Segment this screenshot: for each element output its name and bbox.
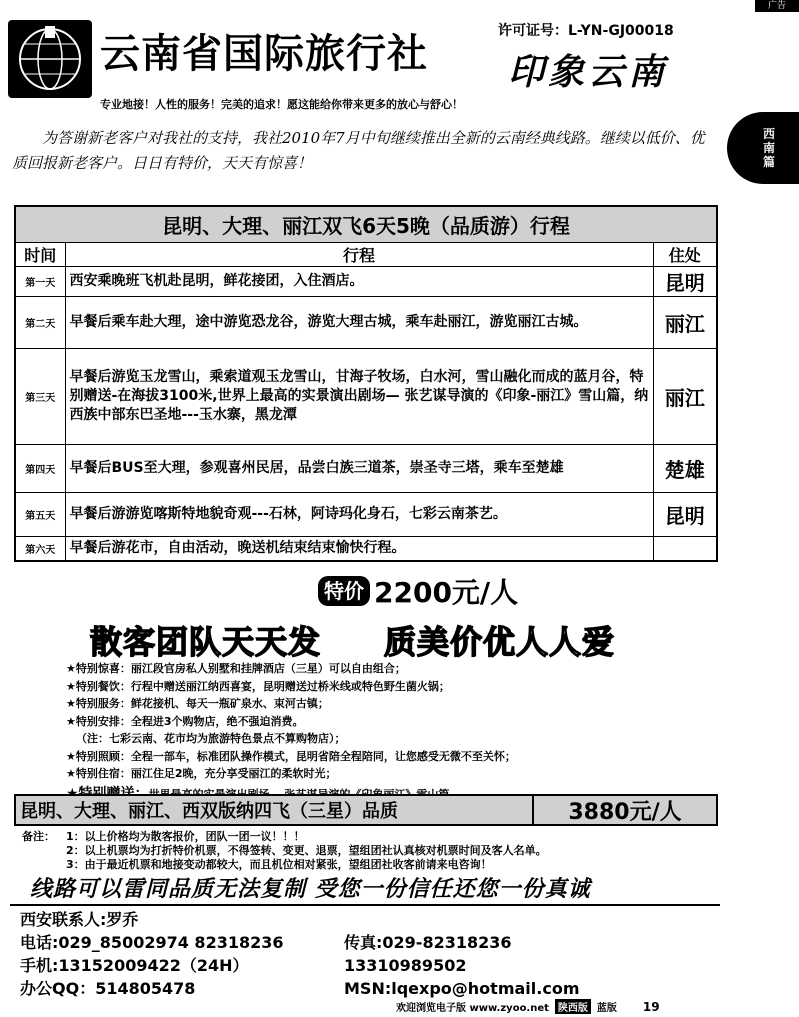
contact-row <box>20 954 579 977</box>
table-row <box>15 348 717 444</box>
banner-right: 质美价优人人爱 <box>384 623 616 661</box>
list-item: ★特别照顾：全程一部车，标准团队操作模式，昆明省陪全程陪同，让您感受无微不至关怀； <box>66 749 516 763</box>
table-row <box>15 444 717 492</box>
remarks <box>22 830 722 872</box>
day-label: 第一天 <box>15 266 65 296</box>
remark-row <box>22 844 722 858</box>
company-logo <box>8 20 92 98</box>
day-label: 第二天 <box>15 296 65 348</box>
remark-row <box>22 830 722 844</box>
day-stay: 丽江 <box>653 296 717 348</box>
region-tab-char: 西 <box>762 127 775 141</box>
day-stay: 昆明 <box>653 492 717 536</box>
contact-qq: 办公QQ：514805478 <box>20 979 196 998</box>
intro-text: 为答谢新老客户对我社的支持，我社2010年7月中旬继续推出全新的云南经典线路。继续以低价、优质回报新老客户。日日有特价，天天有惊喜！ <box>12 129 705 172</box>
table-row <box>15 266 717 296</box>
day-desc: 早餐后乘车赴大理，途中游览恐龙谷，游览大理古城，乘车赴丽江，游览丽江古城。 <box>65 296 653 348</box>
remark-label: 备注： <box>22 830 55 843</box>
contact-mobile2: 13310989502 <box>344 956 467 975</box>
footer-badge: 陕西版 <box>555 999 591 1014</box>
day-desc: 早餐后BUS至大理，参观喜州民居，品尝白族三道茶，崇圣寺三塔，乘车至楚雄 <box>65 444 653 492</box>
ad-tag: 广告 <box>755 0 799 12</box>
list-item: ★特别惊喜：丽江段官房私人别墅和挂牌酒店（三星）可以自由组合； <box>66 662 406 675</box>
day-stay <box>653 536 717 561</box>
table-row <box>15 536 717 561</box>
day-desc: 早餐后游览玉龙雪山，乘索道观玉龙雪山，甘海子牧场，白水河，雪山融化而成的蓝月谷，特别赠送-在海拔3100米,世界上最高的实景演出剧场— 张艺谋导演的《印象-丽江》雪山篇，纳西族中部东巴圣地---玉水寨，黑龙潭 <box>65 348 653 444</box>
day-desc: 西安乘晚班飞机赴昆明，鲜花接团，入住酒店。 <box>65 266 653 296</box>
quality-slogan: 线路可以雷同品质无法复制 受您一份信任还您一份真诚 <box>30 876 591 902</box>
price-row <box>318 575 518 607</box>
slogan: 专业地接！人性的服务！完美的追求！愿这能给你带来更多的放心与舒心！ <box>100 98 463 111</box>
contact-mobile: 手机:13152009422（24H） <box>20 956 249 975</box>
day-desc: 早餐后游游览喀斯特地貌奇观---石林，阿诗玛化身石，七彩云南茶艺。 <box>65 492 653 536</box>
contact-person: 西安联系人:罗乔 <box>20 910 139 929</box>
contact-row <box>20 931 579 954</box>
itinerary-table <box>14 205 718 562</box>
itinerary-title: 昆明、大理、丽江双飞6天5晚（品质游）行程 <box>15 206 717 242</box>
col-route-header: 行程 <box>65 242 653 266</box>
second-route-bar <box>14 794 718 826</box>
banner-left: 散客团队天天发 <box>90 623 322 661</box>
contact-phone: 电话:029_85002974 82318236 <box>20 933 284 952</box>
second-route-price: 3880元/人 <box>568 799 682 825</box>
remark-text: 1：以上价格均为散客报价，团队一团一议！！！ <box>66 830 305 843</box>
region-tab-char: 篇 <box>762 155 775 169</box>
remark-row <box>22 858 722 872</box>
page-number: 19 <box>642 999 660 1014</box>
footer <box>396 999 660 1014</box>
table-row <box>15 492 717 536</box>
col-stay-header: 住处 <box>653 242 717 266</box>
day-stay: 丽江 <box>653 348 717 444</box>
day-stay: 楚雄 <box>653 444 717 492</box>
remark-text: 2：以上机票均为打折特价机票，不得签转、变更、退票，望组团社认真核对机票时间及客人名单。 <box>66 844 547 857</box>
contact-row <box>20 977 579 1000</box>
license-number: 许可证号：L-YN-GJ00018 <box>498 23 674 39</box>
region-tab <box>727 112 799 184</box>
list-item: ★特别餐饮：行程中赠送丽江纳西喜宴，昆明赠送过桥米线或特色野生菌火锅； <box>66 679 450 693</box>
contact-fax: 传真:029-82318236 <box>344 933 512 952</box>
special-price-badge: 特价 <box>318 576 370 606</box>
footer-edition: 蓝版 <box>596 1003 617 1014</box>
day-label: 第四天 <box>15 444 65 492</box>
footer-site: 欢迎浏览电子版 www.zyoo.net <box>396 1003 549 1014</box>
price-amount: 2200元/人 <box>374 576 519 609</box>
day-label: 第三天 <box>15 348 65 444</box>
remark-label <box>22 844 66 858</box>
remark-text: 3：由于最近机票和地接变动都较大，而且机位相对紧张，望组团社收客前请来电咨询！ <box>66 858 492 871</box>
list-item: （注：七彩云南、花市均为旅游特色景点不算购物店）； <box>76 732 346 745</box>
divider <box>10 904 720 906</box>
features-list <box>66 660 726 803</box>
list-item: ★特别住宿：丽江住足2晚，充分享受丽江的柔软时光； <box>66 767 337 780</box>
col-time-header: 时间 <box>15 242 65 266</box>
globe-icon <box>15 24 85 94</box>
contact-msn: MSN:lqexpo@hotmail.com <box>344 979 580 998</box>
company-title: 云南省国际旅行社 <box>100 31 428 77</box>
day-desc: 早餐后游花市，自由活动，晚送机结束结束愉快行程。 <box>65 536 653 561</box>
brand-script: 印象云南 <box>508 51 669 93</box>
table-row <box>15 296 717 348</box>
list-item: ★特别服务：鲜花接机、每天一瓶矿泉水、束河古镇； <box>66 697 329 710</box>
remark-label <box>22 858 66 872</box>
day-stay: 昆明 <box>653 266 717 296</box>
contact-block <box>20 908 579 1000</box>
region-tab-char: 南 <box>762 141 775 155</box>
list-item: ★特别安排：全程进3个购物店，绝不强迫消费。 <box>66 714 304 728</box>
day-label: 第五天 <box>15 492 65 536</box>
second-route-name: 昆明、大理、丽江、西双版纳四飞（三星）品质 <box>16 796 534 824</box>
day-label: 第六天 <box>15 536 65 561</box>
